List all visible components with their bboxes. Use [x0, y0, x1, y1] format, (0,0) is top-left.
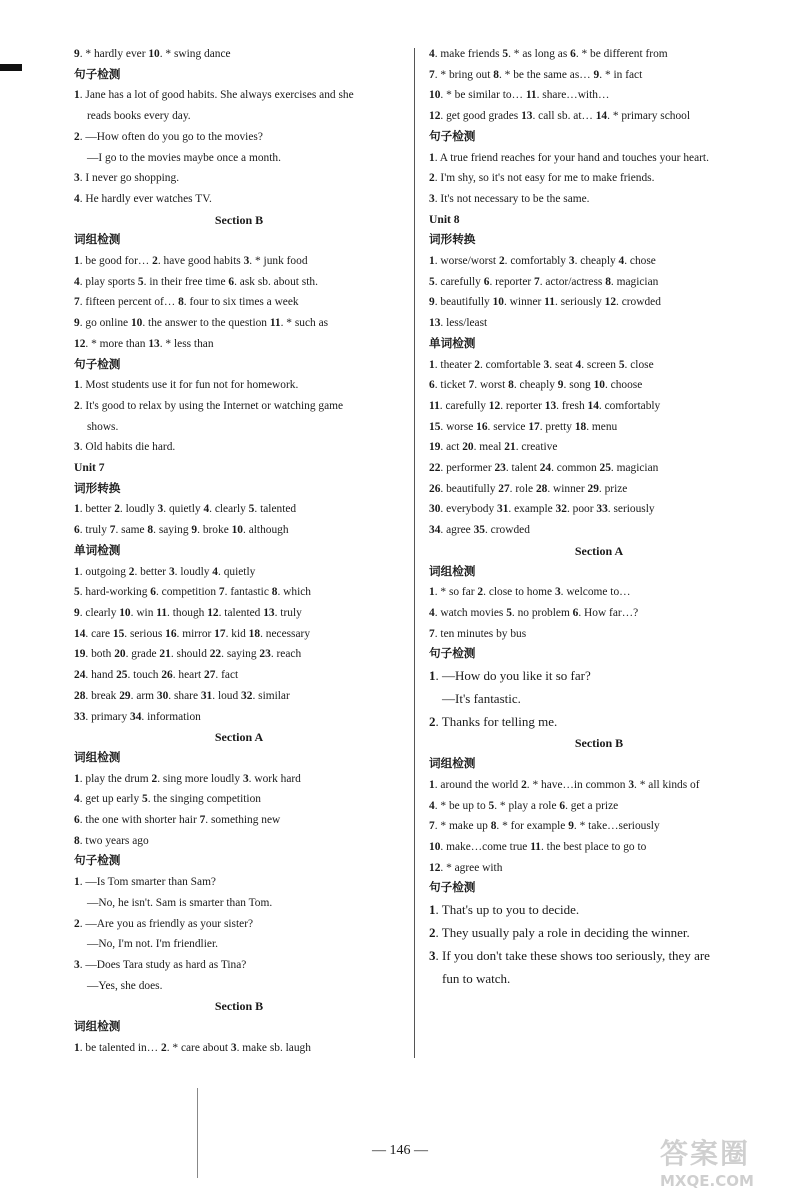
answer-line: 15. worse 16. service 17. pretty 18. menu	[429, 420, 618, 433]
section-heading: 句子检测	[74, 357, 121, 371]
answer-line: 4. get up early 5. the singing competition	[74, 793, 261, 806]
answer-line: 7. fifteen percent of… 8. four to six times a week	[74, 296, 299, 309]
answer-line: 10. make…come true 11. the best place to go to	[429, 841, 647, 853]
answer-line: 3. —Does Tara study as hard as Tina?	[74, 958, 247, 971]
page-number: — 146 —	[372, 1143, 428, 1158]
answer-line: 26. beautifully 27. role 28. winner 29. prize	[429, 482, 628, 495]
fold-line	[197, 1088, 198, 1178]
answer-line: 1. be good for… 2. have good habits 3. * junk food	[74, 255, 308, 268]
section-heading: 词形转换	[429, 233, 476, 247]
answer-line: 6. truly 7. same 8. saying 9. broke 10. although	[74, 524, 289, 537]
answer-line: —I go to the movies maybe once a month.	[87, 151, 281, 164]
answer-line: 2. I'm shy, so it's not easy for me to make friends.	[429, 172, 655, 185]
answer-line: 1. outgoing 2. better 3. loudly 4. quietly	[74, 565, 256, 578]
section-title: Section B	[214, 999, 264, 1014]
answer-line: 4. watch movies 5. no problem 6. How far…?	[429, 606, 639, 619]
answer-line: 7. ten minutes by bus	[429, 627, 527, 640]
answer-line: 34. agree 35. crowded	[429, 524, 530, 537]
section-heading: 词组检测	[429, 757, 476, 771]
answer-line: 9. beautifully 10. winner 11. seriously 12. crowded	[429, 296, 661, 309]
answer-line: 6. ticket 7. worst 8. cheaply 9. song 10. choose	[429, 379, 643, 392]
answer-line: 9. * hardly ever 10. * swing dance	[74, 48, 231, 60]
answer-line: 30. everybody 31. example 32. poor 33. seriously	[429, 503, 655, 516]
section-heading: 句子检测	[429, 647, 476, 661]
answer-line: 1. —Is Tom smarter than Sam?	[74, 876, 216, 889]
answer-line: 3. It's not necessary to be the same.	[429, 192, 590, 205]
answer-line: 6. the one with shorter hair 7. something new	[74, 814, 281, 827]
answer-line: 4. play sports 5. in their free time 6. ask sb. about sth.	[74, 275, 318, 288]
answer-line: 3. Old habits die hard.	[74, 441, 176, 454]
answer-line: 19. both 20. grade 21. should 22. saying 23. reach	[74, 648, 302, 661]
answer-line: 14. care 15. serious 16. mirror 17. kid 18. necessary	[74, 627, 311, 640]
section-heading: 句子检测	[74, 854, 121, 868]
answer-line: 1. —How do you like it so far?	[429, 668, 591, 684]
answer-line: 2. Thanks for telling me.	[429, 713, 558, 729]
answer-line: 7. * bring out 8. * be the same as… 9. * in fact	[429, 68, 643, 81]
answer-line: 1. be talented in… 2. * care about 3. make sb. laugh	[74, 1041, 311, 1054]
answer-line: —No, I'm not. I'm friendlier.	[87, 938, 218, 951]
section-heading: 词组检测	[74, 1020, 121, 1034]
answer-line: 1. Jane has a lot of good habits. She always exercises and she	[74, 89, 354, 102]
answer-line: 9. clearly 10. win 11. though 12. talented 13. truly	[74, 606, 302, 619]
answer-line: 19. act 20. meal 21. creative	[429, 441, 558, 454]
answer-line: 5. hard-working 6. competition 7. fantastic 8. which	[74, 586, 312, 599]
answer-line: 1. That's up to you to decide.	[429, 902, 580, 918]
answer-line: shows.	[87, 420, 119, 433]
answer-line: —It's fantastic.	[442, 690, 521, 706]
section-heading: 词组检测	[74, 233, 121, 247]
answer-line: 33. primary 34. information	[74, 710, 201, 723]
watermark-url: MXQE.COM	[660, 1172, 754, 1190]
answer-line: 2. —How often do you go to the movies?	[74, 130, 263, 143]
right-column	[429, 44, 769, 990]
left-column	[74, 44, 404, 1058]
section-heading: 句子检测	[429, 881, 476, 895]
section-heading: 单词检测	[429, 336, 476, 350]
section-heading: Unit 7	[74, 461, 105, 475]
section-title: Section B	[574, 736, 624, 751]
answer-line: 1. play the drum 2. sing more loudly 3. work hard	[74, 772, 301, 785]
section-title: Section A	[214, 730, 264, 745]
answer-line: reads books every day.	[87, 110, 191, 123]
answer-line: 13. less/least	[429, 317, 488, 330]
answer-line: 2. They usually paly a role in deciding the winner.	[429, 924, 690, 940]
answer-line: 2. —Are you as friendly as your sister?	[74, 917, 254, 930]
section-heading: Unit 8	[429, 212, 460, 226]
section-title: Section B	[214, 212, 264, 227]
answer-line: 24. hand 25. touch 26. heart 27. fact	[74, 669, 239, 682]
column-divider	[414, 48, 415, 1058]
answer-line: fun to watch.	[442, 970, 511, 986]
answer-line: 12. * agree with	[429, 861, 503, 874]
answer-line: 1. A true friend reaches for your hand and touches your heart.	[429, 151, 709, 164]
answer-line: 8. two years ago	[74, 834, 149, 847]
answer-line: 10. * be similar to… 11. share…with…	[429, 89, 610, 102]
answer-line: 4. * be up to 5. * play a role 6. get a prize	[429, 799, 619, 812]
answer-line: 22. performer 23. talent 24. common 25. magician	[429, 462, 659, 475]
answer-line: 4. make friends 5. * as long as 6. * be different from	[429, 48, 668, 60]
answer-line: 1. better 2. loudly 3. quietly 4. clearly 5. talented	[74, 503, 297, 516]
answer-line: 9. go online 10. the answer to the question 11. * such as	[74, 317, 329, 330]
answer-line: 1. Most students use it for fun not for homework.	[74, 379, 299, 392]
section-heading: 句子检测	[429, 129, 476, 143]
answer-line: —No, he isn't. Sam is smarter than Tom.	[87, 896, 273, 909]
watermark-text: 答案圈	[660, 1137, 751, 1170]
section-heading: 词组检测	[74, 750, 121, 764]
answer-line: 1. worse/worst 2. comfortably 3. cheaply 4. chose	[429, 255, 656, 268]
answer-line: 7. * make up 8. * for example 9. * take…seriously	[429, 820, 660, 833]
section-heading: 单词检测	[74, 543, 121, 557]
margin-mark	[0, 64, 22, 71]
section-heading: 词组检测	[429, 564, 476, 578]
answer-line: 3. I never go shopping.	[74, 172, 180, 185]
answer-line: 28. break 29. arm 30. share 31. loud 32. similar	[74, 689, 290, 702]
answer-line: 2. It's good to relax by using the Internet or watching game	[74, 399, 344, 412]
answer-line: 3. If you don't take these shows too seriously, they are	[429, 947, 710, 963]
answer-line: 12. * more than 13. * less than	[74, 337, 214, 350]
section-heading: 词形转换	[74, 481, 121, 495]
answer-line: 5. carefully 6. reporter 7. actor/actress 8. magician	[429, 275, 659, 288]
answer-line: —Yes, she does.	[87, 979, 163, 992]
answer-line: 1. around the world 2. * have…in common 3. * all kinds of	[429, 778, 700, 791]
section-title: Section A	[574, 543, 624, 558]
watermark-logo	[660, 1132, 790, 1192]
answer-line: 1. theater 2. comfortable 3. seat 4. screen 5. close	[429, 358, 654, 371]
section-heading: 句子检测	[74, 67, 121, 81]
answer-line: 11. carefully 12. reporter 13. fresh 14. comfortably	[429, 399, 661, 412]
answer-line: 4. He hardly ever watches TV.	[74, 192, 212, 205]
answer-line: 1. * so far 2. close to home 3. welcome to…	[429, 586, 631, 599]
answer-line: 12. get good grades 13. call sb. at… 14. * primary school	[429, 110, 691, 123]
